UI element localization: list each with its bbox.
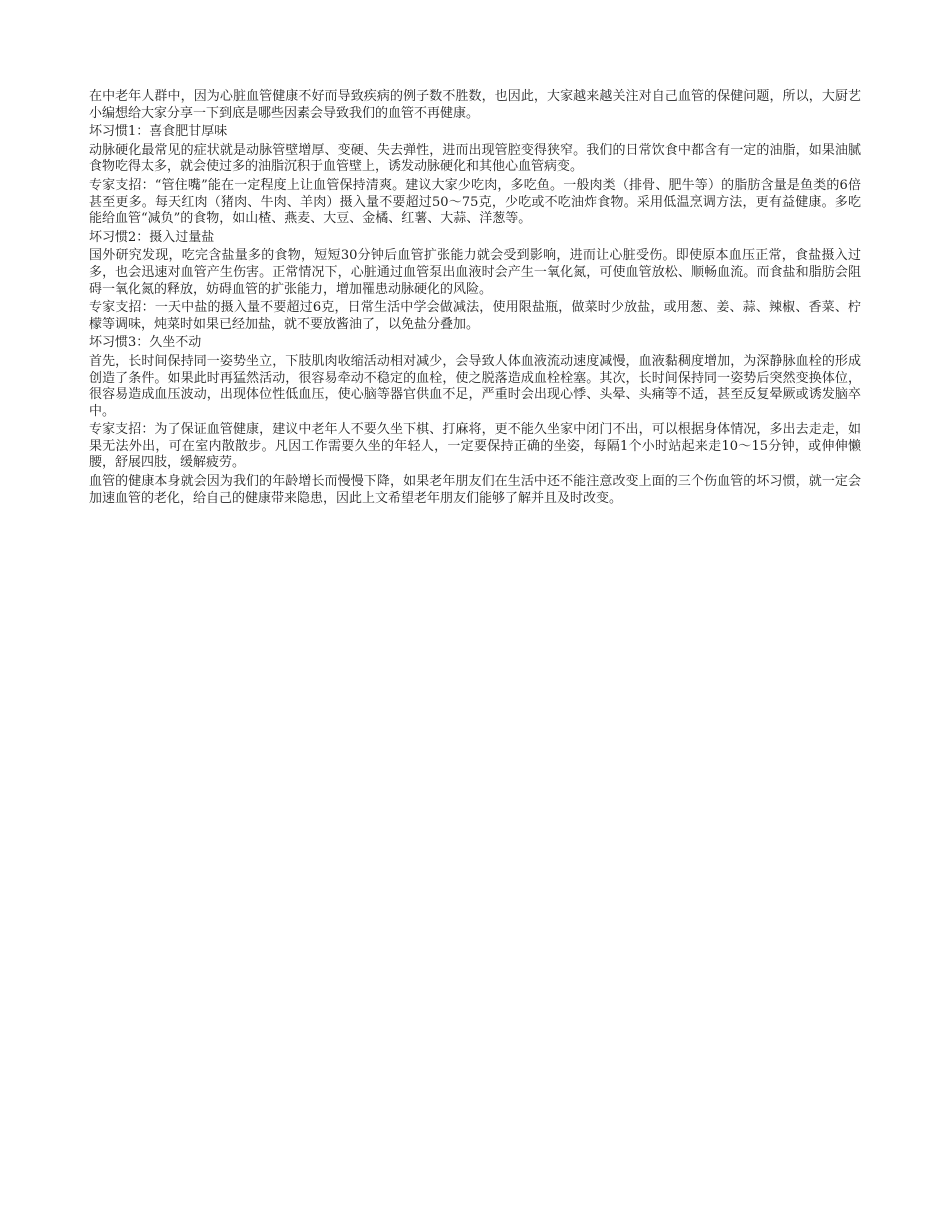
habit-3-heading: 坏习惯3：久坐不动 bbox=[89, 335, 202, 351]
habit-1-paragraph: 动脉硬化最常见的症状就是动脉管壁增厚、变硬、失去弹性，进而出现管腔变得狭窄。我们的日常饮食中都含有一定的油脂，如果油腻食物吃得太多，就会使过多的油脂沉积于血管壁上，诱发动脉硬化和其他心血管病变。 bbox=[89, 142, 861, 175]
habit-3-paragraph: 首先，长时间保持同一姿势坐立，下肢肌肉收缩活动相对减少，会导致人体血液流动速度减慢，血液黏稠度增加，为深静脉血栓的形成创造了条件。如果此时再猛然活动，很容易牵动不稳定的血栓，使之脱落造成血栓栓塞。其次，长时间保持同一姿势后突然变换体位，很容易造成血压波动，出现体位性低血压，使心脑等器官供血不足，严重时会出现心悸、头晕、头痛等不适，甚至反复晕厥或诱发脑卒中。 bbox=[89, 353, 861, 419]
habit-2-paragraph: 国外研究发现，吃完含盐量多的食物，短短30分钟后血管扩张能力就会受到影响，进而让心脏受伤。即使原本血压正常，食盐摄入过多，也会迅速对血管产生伤害。正常情况下，心脏通过血管泵出血液时会产生一氧化氮，可使血管放松、顺畅血流。而食盐和脂肪会阻碍一氧化氮的释放，妨碍血管的扩张能力，增加罹患动脉硬化的风险。 bbox=[89, 248, 861, 297]
habit-2-heading: 坏习惯2：摄入过量盐 bbox=[89, 229, 215, 245]
habit-2-expert-tip: 专家支招：一天中盐的摄入量不要超过6克，日常生活中学会做减法，使用限盐瓶，做菜时少放盐，或用葱、姜、蒜、辣椒、香菜、柠檬等调味，炖菜时如果已经加盐，就不要放酱油了，以免盐分叠加。 bbox=[89, 300, 861, 332]
intro-paragraph: 在中老年人群中，因为心脏血管健康不好而导致疾病的例子数不胜数，也因此，大家越来越关注对自己血管的保健问题，所以，大厨艺小编想给大家分享一下到底是哪些因素会导致我们的血管不再健康。 bbox=[89, 89, 861, 121]
conclusion-paragraph: 血管的健康本身就会因为我们的年龄增长而慢慢下降，如果老年朋友们在生活中还不能注意改变上面的三个伤血管的坏习惯，就一定会加速血管的老化，给自己的健康带来隐患，因此上文希望老年朋友们能够了解并且及时改变。 bbox=[89, 474, 861, 506]
habit-3-expert-tip: 专家支招：为了保证血管健康，建议中老年人不要久坐下棋、打麻将，更不能久坐家中闭门不出，可以根据身体情况，多出去走走，如果无法外出，可在室内散散步。凡因工作需要久坐的年轻人，一定要保持正确的坐姿，每隔1个小时站起来走10～15分钟，或伸伸懒腰，舒展四肢，缓解疲劳。 bbox=[89, 422, 861, 471]
article-body bbox=[89, 89, 861, 509]
habit-1-expert-tip: 专家支招：“管住嘴”能在一定程度上让血管保持清爽。建议大家少吃肉，多吃鱼。一般肉类（排骨、肥牛等）的脂肪含量是鱼类的6倍甚至更多。每天红肉（猪肉、牛肉、羊肉）摄入量不要超过50～75克，少吃或不吃油炸食物。采用低温烹调方法，更有益健康。多吃能给血管“减负”的食物，如山楂、燕麦、大豆、金橘、红薯、大蒜、洋葱等。 bbox=[89, 177, 861, 227]
habit-1-heading: 坏习惯1：喜食肥甘厚味 bbox=[89, 124, 228, 140]
